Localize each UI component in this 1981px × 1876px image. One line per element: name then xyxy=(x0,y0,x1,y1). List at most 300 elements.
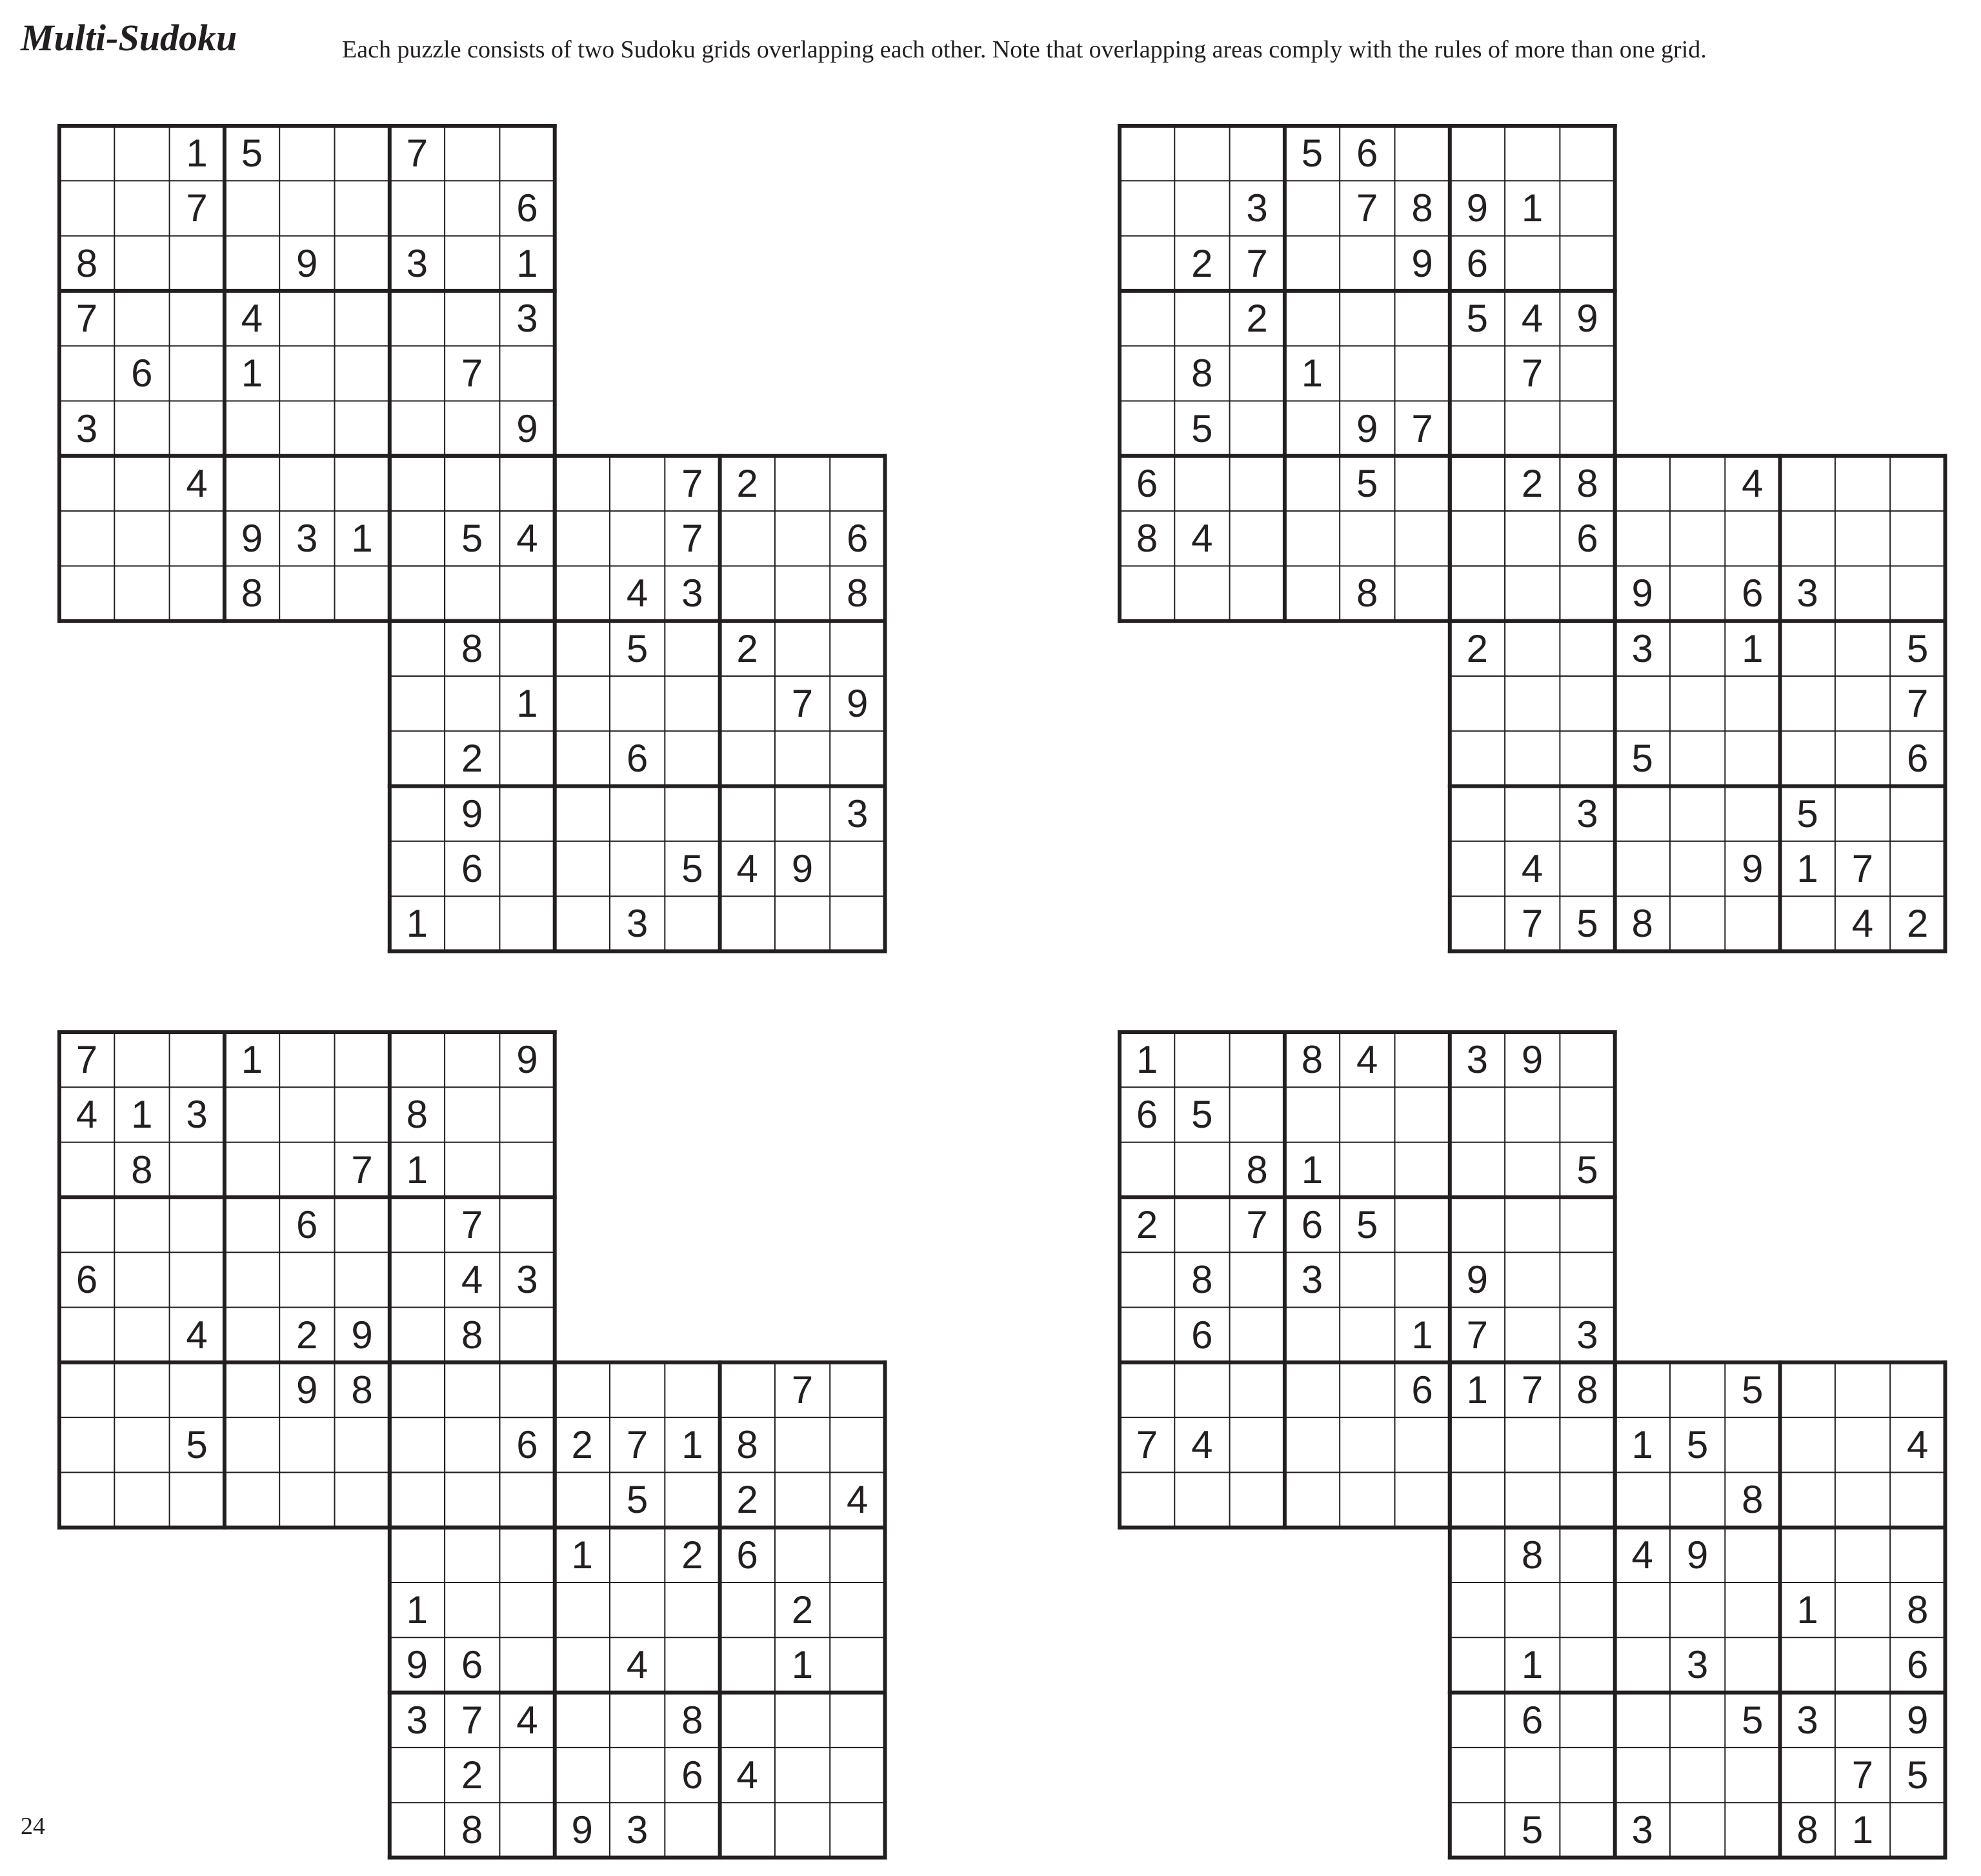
empty-cell[interactable] xyxy=(1890,511,1945,566)
empty-cell[interactable] xyxy=(830,1748,885,1802)
given-digit-cell[interactable]: 9 xyxy=(351,1313,373,1357)
given-digit-cell[interactable]: 3 xyxy=(406,1698,428,1742)
empty-cell[interactable] xyxy=(1505,1308,1560,1362)
empty-cell[interactable] xyxy=(170,1197,225,1252)
given-digit-cell[interactable]: 1 xyxy=(516,241,538,285)
empty-cell[interactable] xyxy=(279,346,334,401)
empty-cell[interactable] xyxy=(1835,1528,1890,1582)
empty-cell[interactable] xyxy=(1450,676,1505,731)
empty-cell[interactable] xyxy=(225,1087,279,1142)
given-digit-cell[interactable]: 1 xyxy=(406,1588,428,1632)
empty-cell[interactable] xyxy=(1560,1087,1614,1142)
empty-cell[interactable] xyxy=(1615,1693,1670,1748)
empty-cell[interactable] xyxy=(1560,1582,1614,1637)
empty-cell[interactable] xyxy=(610,786,665,841)
empty-cell[interactable] xyxy=(114,1197,169,1252)
given-digit-cell[interactable]: 6 xyxy=(1742,572,1764,615)
given-digit-cell[interactable]: 2 xyxy=(1466,626,1488,670)
given-digit-cell[interactable]: 8 xyxy=(351,1368,373,1412)
empty-cell[interactable] xyxy=(1450,1802,1505,1857)
empty-cell[interactable] xyxy=(555,1472,610,1527)
empty-cell[interactable] xyxy=(445,896,499,951)
given-digit-cell[interactable]: 5 xyxy=(186,1423,208,1467)
empty-cell[interactable] xyxy=(830,841,885,896)
empty-cell[interactable] xyxy=(1450,1528,1505,1582)
empty-cell[interactable] xyxy=(170,566,225,621)
empty-cell[interactable] xyxy=(1725,786,1780,841)
empty-cell[interactable] xyxy=(1560,1748,1614,1802)
empty-cell[interactable] xyxy=(1780,511,1835,566)
empty-cell[interactable] xyxy=(720,1693,775,1748)
given-digit-cell[interactable]: 9 xyxy=(1466,186,1488,230)
empty-cell[interactable] xyxy=(114,401,169,456)
empty-cell[interactable] xyxy=(830,1637,885,1692)
empty-cell[interactable] xyxy=(499,1472,554,1527)
given-digit-cell[interactable]: 4 xyxy=(1521,846,1544,890)
empty-cell[interactable] xyxy=(1450,1472,1505,1527)
given-digit-cell[interactable]: 8 xyxy=(1136,517,1158,561)
given-digit-cell[interactable]: 9 xyxy=(847,682,869,725)
empty-cell[interactable] xyxy=(1120,181,1174,235)
empty-cell[interactable] xyxy=(1560,621,1614,676)
given-digit-cell[interactable]: 8 xyxy=(75,241,98,285)
empty-cell[interactable] xyxy=(59,1472,114,1527)
empty-cell[interactable] xyxy=(1615,676,1670,731)
empty-cell[interactable] xyxy=(1670,1693,1725,1748)
empty-cell[interactable] xyxy=(610,1748,665,1802)
empty-cell[interactable] xyxy=(1505,1472,1560,1527)
given-digit-cell[interactable]: 3 xyxy=(1796,572,1818,615)
empty-cell[interactable] xyxy=(59,346,114,401)
empty-cell[interactable] xyxy=(1340,1362,1394,1417)
given-digit-cell[interactable]: 8 xyxy=(1576,1368,1598,1412)
empty-cell[interactable] xyxy=(390,841,445,896)
given-digit-cell[interactable]: 3 xyxy=(681,572,703,615)
empty-cell[interactable] xyxy=(1395,1143,1450,1197)
empty-cell[interactable] xyxy=(1835,621,1890,676)
empty-cell[interactable] xyxy=(390,1528,445,1582)
empty-cell[interactable] xyxy=(1450,1748,1505,1802)
empty-cell[interactable] xyxy=(170,401,225,456)
empty-cell[interactable] xyxy=(1395,1472,1450,1527)
empty-cell[interactable] xyxy=(445,1472,499,1527)
given-digit-cell[interactable]: 9 xyxy=(791,846,814,890)
empty-cell[interactable] xyxy=(1835,1582,1890,1637)
empty-cell[interactable] xyxy=(1395,1032,1450,1087)
given-digit-cell[interactable]: 5 xyxy=(1466,296,1488,340)
given-digit-cell[interactable]: 7 xyxy=(626,1423,649,1467)
empty-cell[interactable] xyxy=(445,456,499,511)
empty-cell[interactable] xyxy=(114,181,169,235)
given-digit-cell[interactable]: 7 xyxy=(1246,241,1268,285)
empty-cell[interactable] xyxy=(1285,401,1340,456)
empty-cell[interactable] xyxy=(114,1362,169,1417)
empty-cell[interactable] xyxy=(1505,731,1560,786)
empty-cell[interactable] xyxy=(1450,841,1505,896)
given-digit-cell[interactable]: 6 xyxy=(1907,1643,1929,1687)
empty-cell[interactable] xyxy=(1890,1802,1945,1857)
empty-cell[interactable] xyxy=(1450,126,1505,181)
empty-cell[interactable] xyxy=(225,236,279,291)
empty-cell[interactable] xyxy=(1120,1252,1174,1307)
given-digit-cell[interactable]: 7 xyxy=(1136,1423,1158,1467)
empty-cell[interactable] xyxy=(1450,1197,1505,1252)
empty-cell[interactable] xyxy=(1174,456,1229,511)
given-digit-cell[interactable]: 9 xyxy=(1631,572,1653,615)
empty-cell[interactable] xyxy=(1780,1472,1835,1527)
empty-cell[interactable] xyxy=(1505,1582,1560,1637)
empty-cell[interactable] xyxy=(1670,1582,1725,1637)
empty-cell[interactable] xyxy=(665,1582,719,1637)
empty-cell[interactable] xyxy=(1395,1252,1450,1307)
empty-cell[interactable] xyxy=(830,1582,885,1637)
given-digit-cell[interactable]: 4 xyxy=(1907,1423,1929,1467)
empty-cell[interactable] xyxy=(610,841,665,896)
empty-cell[interactable] xyxy=(114,511,169,566)
given-digit-cell[interactable]: 8 xyxy=(1356,572,1378,615)
given-digit-cell[interactable]: 6 xyxy=(681,1753,703,1797)
empty-cell[interactable] xyxy=(1340,1308,1394,1362)
empty-cell[interactable] xyxy=(1835,786,1890,841)
empty-cell[interactable] xyxy=(1560,1197,1614,1252)
empty-cell[interactable] xyxy=(830,1362,885,1417)
empty-cell[interactable] xyxy=(1835,1417,1890,1472)
given-digit-cell[interactable]: 6 xyxy=(1907,737,1929,781)
empty-cell[interactable] xyxy=(335,1417,390,1472)
empty-cell[interactable] xyxy=(1670,896,1725,951)
empty-cell[interactable] xyxy=(1395,511,1450,566)
empty-cell[interactable] xyxy=(1505,1252,1560,1307)
empty-cell[interactable] xyxy=(1505,566,1560,621)
empty-cell[interactable] xyxy=(279,1087,334,1142)
empty-cell[interactable] xyxy=(335,1197,390,1252)
empty-cell[interactable] xyxy=(225,1472,279,1527)
empty-cell[interactable] xyxy=(499,1087,554,1142)
given-digit-cell[interactable]: 4 xyxy=(1191,1423,1213,1467)
given-digit-cell[interactable]: 8 xyxy=(241,572,263,615)
empty-cell[interactable] xyxy=(1230,1087,1285,1142)
empty-cell[interactable] xyxy=(1890,1472,1945,1527)
empty-cell[interactable] xyxy=(1230,456,1285,511)
empty-cell[interactable] xyxy=(1230,1252,1285,1307)
empty-cell[interactable] xyxy=(114,236,169,291)
given-digit-cell[interactable]: 6 xyxy=(296,1202,318,1246)
given-digit-cell[interactable]: 7 xyxy=(681,461,703,505)
empty-cell[interactable] xyxy=(1395,1417,1450,1472)
empty-cell[interactable] xyxy=(1120,1143,1174,1197)
given-digit-cell[interactable]: 1 xyxy=(1631,1423,1653,1467)
empty-cell[interactable] xyxy=(390,1252,445,1307)
empty-cell[interactable] xyxy=(335,1087,390,1142)
empty-cell[interactable] xyxy=(1505,1197,1560,1252)
empty-cell[interactable] xyxy=(1450,456,1505,511)
empty-cell[interactable] xyxy=(775,1417,830,1472)
given-digit-cell[interactable]: 2 xyxy=(1136,1202,1158,1246)
given-digit-cell[interactable]: 9 xyxy=(571,1808,593,1852)
empty-cell[interactable] xyxy=(1340,1143,1394,1197)
empty-cell[interactable] xyxy=(499,1528,554,1582)
empty-cell[interactable] xyxy=(335,456,390,511)
empty-cell[interactable] xyxy=(1670,841,1725,896)
empty-cell[interactable] xyxy=(1285,1472,1340,1527)
given-digit-cell[interactable]: 3 xyxy=(1246,186,1268,230)
given-digit-cell[interactable]: 6 xyxy=(461,1643,483,1687)
empty-cell[interactable] xyxy=(1560,401,1614,456)
given-digit-cell[interactable]: 7 xyxy=(461,1698,483,1742)
empty-cell[interactable] xyxy=(1340,1087,1394,1142)
empty-cell[interactable] xyxy=(1670,731,1725,786)
empty-cell[interactable] xyxy=(1890,786,1945,841)
empty-cell[interactable] xyxy=(1120,346,1174,401)
empty-cell[interactable] xyxy=(1120,401,1174,456)
empty-cell[interactable] xyxy=(499,731,554,786)
given-digit-cell[interactable]: 6 xyxy=(626,737,649,781)
empty-cell[interactable] xyxy=(610,676,665,731)
empty-cell[interactable] xyxy=(445,1528,499,1582)
empty-cell[interactable] xyxy=(830,621,885,676)
given-digit-cell[interactable]: 3 xyxy=(516,1258,538,1302)
empty-cell[interactable] xyxy=(1560,1417,1614,1472)
empty-cell[interactable] xyxy=(1505,511,1560,566)
given-digit-cell[interactable]: 4 xyxy=(186,461,208,505)
empty-cell[interactable] xyxy=(445,1582,499,1637)
empty-cell[interactable] xyxy=(1670,456,1725,511)
given-digit-cell[interactable]: 7 xyxy=(681,517,703,561)
empty-cell[interactable] xyxy=(390,456,445,511)
empty-cell[interactable] xyxy=(170,291,225,346)
empty-cell[interactable] xyxy=(1285,456,1340,511)
empty-cell[interactable] xyxy=(499,1143,554,1197)
given-digit-cell[interactable]: 1 xyxy=(1411,1313,1433,1357)
empty-cell[interactable] xyxy=(1505,401,1560,456)
empty-cell[interactable] xyxy=(1230,401,1285,456)
empty-cell[interactable] xyxy=(665,1362,719,1417)
empty-cell[interactable] xyxy=(555,1748,610,1802)
empty-cell[interactable] xyxy=(1890,1362,1945,1417)
empty-cell[interactable] xyxy=(1174,126,1229,181)
empty-cell[interactable] xyxy=(775,786,830,841)
empty-cell[interactable] xyxy=(1560,731,1614,786)
empty-cell[interactable] xyxy=(279,1032,334,1087)
given-digit-cell[interactable]: 4 xyxy=(847,1478,869,1522)
empty-cell[interactable] xyxy=(1560,1693,1614,1748)
empty-cell[interactable] xyxy=(114,291,169,346)
empty-cell[interactable] xyxy=(1174,1032,1229,1087)
empty-cell[interactable] xyxy=(1780,676,1835,731)
empty-cell[interactable] xyxy=(59,1143,114,1197)
empty-cell[interactable] xyxy=(170,1252,225,1307)
empty-cell[interactable] xyxy=(1340,1252,1394,1307)
given-digit-cell[interactable]: 7 xyxy=(1521,352,1544,395)
given-digit-cell[interactable]: 1 xyxy=(351,517,373,561)
empty-cell[interactable] xyxy=(445,181,499,235)
given-digit-cell[interactable]: 6 xyxy=(1576,517,1598,561)
empty-cell[interactable] xyxy=(1725,1417,1780,1472)
empty-cell[interactable] xyxy=(720,1582,775,1637)
given-digit-cell[interactable]: 7 xyxy=(406,132,428,175)
given-digit-cell[interactable]: 8 xyxy=(461,1313,483,1357)
given-digit-cell[interactable]: 4 xyxy=(1851,902,1874,946)
empty-cell[interactable] xyxy=(1780,1748,1835,1802)
given-digit-cell[interactable]: 7 xyxy=(1356,186,1378,230)
empty-cell[interactable] xyxy=(1450,1417,1505,1472)
empty-cell[interactable] xyxy=(1395,566,1450,621)
empty-cell[interactable] xyxy=(1450,1087,1505,1142)
empty-cell[interactable] xyxy=(1450,511,1505,566)
given-digit-cell[interactable]: 5 xyxy=(626,1478,649,1522)
empty-cell[interactable] xyxy=(1890,841,1945,896)
given-digit-cell[interactable]: 9 xyxy=(461,792,483,835)
empty-cell[interactable] xyxy=(1505,621,1560,676)
given-digit-cell[interactable]: 8 xyxy=(1411,186,1433,230)
empty-cell[interactable] xyxy=(610,1693,665,1748)
empty-cell[interactable] xyxy=(1835,1693,1890,1748)
empty-cell[interactable] xyxy=(59,1417,114,1472)
empty-cell[interactable] xyxy=(59,456,114,511)
empty-cell[interactable] xyxy=(114,1472,169,1527)
empty-cell[interactable] xyxy=(499,346,554,401)
empty-cell[interactable] xyxy=(499,1582,554,1637)
empty-cell[interactable] xyxy=(279,126,334,181)
empty-cell[interactable] xyxy=(335,126,390,181)
given-digit-cell[interactable]: 2 xyxy=(571,1423,593,1467)
empty-cell[interactable] xyxy=(1835,511,1890,566)
given-digit-cell[interactable]: 2 xyxy=(736,461,758,505)
empty-cell[interactable] xyxy=(1670,786,1725,841)
given-digit-cell[interactable]: 1 xyxy=(1521,1643,1544,1687)
empty-cell[interactable] xyxy=(775,1693,830,1748)
empty-cell[interactable] xyxy=(1615,511,1670,566)
empty-cell[interactable] xyxy=(445,1417,499,1472)
given-digit-cell[interactable]: 6 xyxy=(461,846,483,890)
empty-cell[interactable] xyxy=(499,566,554,621)
given-digit-cell[interactable]: 3 xyxy=(1631,626,1653,670)
empty-cell[interactable] xyxy=(390,181,445,235)
empty-cell[interactable] xyxy=(665,676,719,731)
empty-cell[interactable] xyxy=(390,346,445,401)
empty-cell[interactable] xyxy=(499,896,554,951)
empty-cell[interactable] xyxy=(1285,1087,1340,1142)
given-digit-cell[interactable]: 7 xyxy=(461,1202,483,1246)
given-digit-cell[interactable]: 8 xyxy=(736,1423,758,1467)
empty-cell[interactable] xyxy=(114,456,169,511)
given-digit-cell[interactable]: 4 xyxy=(1631,1533,1653,1577)
given-digit-cell[interactable]: 6 xyxy=(1191,1313,1213,1357)
empty-cell[interactable] xyxy=(1725,676,1780,731)
empty-cell[interactable] xyxy=(1340,511,1394,566)
given-digit-cell[interactable]: 1 xyxy=(1796,846,1818,890)
empty-cell[interactable] xyxy=(59,126,114,181)
empty-cell[interactable] xyxy=(59,1197,114,1252)
empty-cell[interactable] xyxy=(1560,1637,1614,1692)
empty-cell[interactable] xyxy=(445,1087,499,1142)
given-digit-cell[interactable]: 8 xyxy=(1246,1148,1268,1192)
given-digit-cell[interactable]: 9 xyxy=(1576,296,1598,340)
given-digit-cell[interactable]: 3 xyxy=(1631,1808,1653,1852)
empty-cell[interactable] xyxy=(1615,1362,1670,1417)
empty-cell[interactable] xyxy=(1505,1143,1560,1197)
empty-cell[interactable] xyxy=(775,1748,830,1802)
empty-cell[interactable] xyxy=(279,456,334,511)
given-digit-cell[interactable]: 6 xyxy=(1466,241,1488,285)
given-digit-cell[interactable]: 4 xyxy=(186,1313,208,1357)
empty-cell[interactable] xyxy=(610,1528,665,1582)
given-digit-cell[interactable]: 3 xyxy=(1686,1643,1709,1687)
empty-cell[interactable] xyxy=(1450,1637,1505,1692)
empty-cell[interactable] xyxy=(1560,841,1614,896)
empty-cell[interactable] xyxy=(225,1308,279,1362)
given-digit-cell[interactable]: 3 xyxy=(626,1808,649,1852)
given-digit-cell[interactable]: 7 xyxy=(75,296,98,340)
empty-cell[interactable] xyxy=(1230,1308,1285,1362)
empty-cell[interactable] xyxy=(225,1417,279,1472)
empty-cell[interactable] xyxy=(1450,566,1505,621)
given-digit-cell[interactable]: 3 xyxy=(1576,1313,1598,1357)
given-digit-cell[interactable]: 6 xyxy=(847,517,869,561)
empty-cell[interactable] xyxy=(170,346,225,401)
given-digit-cell[interactable]: 5 xyxy=(1742,1698,1764,1742)
given-digit-cell[interactable]: 1 xyxy=(406,902,428,946)
given-digit-cell[interactable]: 6 xyxy=(516,1423,538,1467)
empty-cell[interactable] xyxy=(555,896,610,951)
empty-cell[interactable] xyxy=(499,621,554,676)
empty-cell[interactable] xyxy=(1340,1417,1394,1472)
given-digit-cell[interactable]: 5 xyxy=(1796,792,1818,835)
empty-cell[interactable] xyxy=(1450,346,1505,401)
empty-cell[interactable] xyxy=(1395,346,1450,401)
given-digit-cell[interactable]: 7 xyxy=(1411,406,1433,450)
empty-cell[interactable] xyxy=(1395,456,1450,511)
empty-cell[interactable] xyxy=(1174,181,1229,235)
given-digit-cell[interactable]: 5 xyxy=(1686,1423,1709,1467)
empty-cell[interactable] xyxy=(1174,566,1229,621)
empty-cell[interactable] xyxy=(390,401,445,456)
given-digit-cell[interactable]: 8 xyxy=(1191,1258,1213,1302)
empty-cell[interactable] xyxy=(114,566,169,621)
given-digit-cell[interactable]: 8 xyxy=(1301,1038,1323,1081)
given-digit-cell[interactable]: 5 xyxy=(1301,132,1323,175)
given-digit-cell[interactable]: 9 xyxy=(406,1643,428,1687)
given-digit-cell[interactable]: 2 xyxy=(1191,241,1213,285)
empty-cell[interactable] xyxy=(720,566,775,621)
given-digit-cell[interactable]: 4 xyxy=(461,1258,483,1302)
given-digit-cell[interactable]: 7 xyxy=(351,1148,373,1192)
given-digit-cell[interactable]: 1 xyxy=(241,1038,263,1081)
empty-cell[interactable] xyxy=(555,456,610,511)
empty-cell[interactable] xyxy=(1450,1143,1505,1197)
given-digit-cell[interactable]: 4 xyxy=(75,1093,98,1137)
empty-cell[interactable] xyxy=(1285,1308,1340,1362)
empty-cell[interactable] xyxy=(170,1032,225,1087)
empty-cell[interactable] xyxy=(1560,346,1614,401)
empty-cell[interactable] xyxy=(1725,731,1780,786)
empty-cell[interactable] xyxy=(775,1802,830,1857)
empty-cell[interactable] xyxy=(279,1143,334,1197)
empty-cell[interactable] xyxy=(1560,676,1614,731)
empty-cell[interactable] xyxy=(555,1362,610,1417)
given-digit-cell[interactable]: 3 xyxy=(75,406,98,450)
empty-cell[interactable] xyxy=(1780,621,1835,676)
empty-cell[interactable] xyxy=(1450,1693,1505,1748)
empty-cell[interactable] xyxy=(1120,1362,1174,1417)
empty-cell[interactable] xyxy=(1560,126,1614,181)
given-digit-cell[interactable]: 9 xyxy=(1521,1038,1544,1081)
empty-cell[interactable] xyxy=(830,1693,885,1748)
empty-cell[interactable] xyxy=(114,1032,169,1087)
empty-cell[interactable] xyxy=(830,731,885,786)
empty-cell[interactable] xyxy=(1340,291,1394,346)
empty-cell[interactable] xyxy=(170,511,225,566)
